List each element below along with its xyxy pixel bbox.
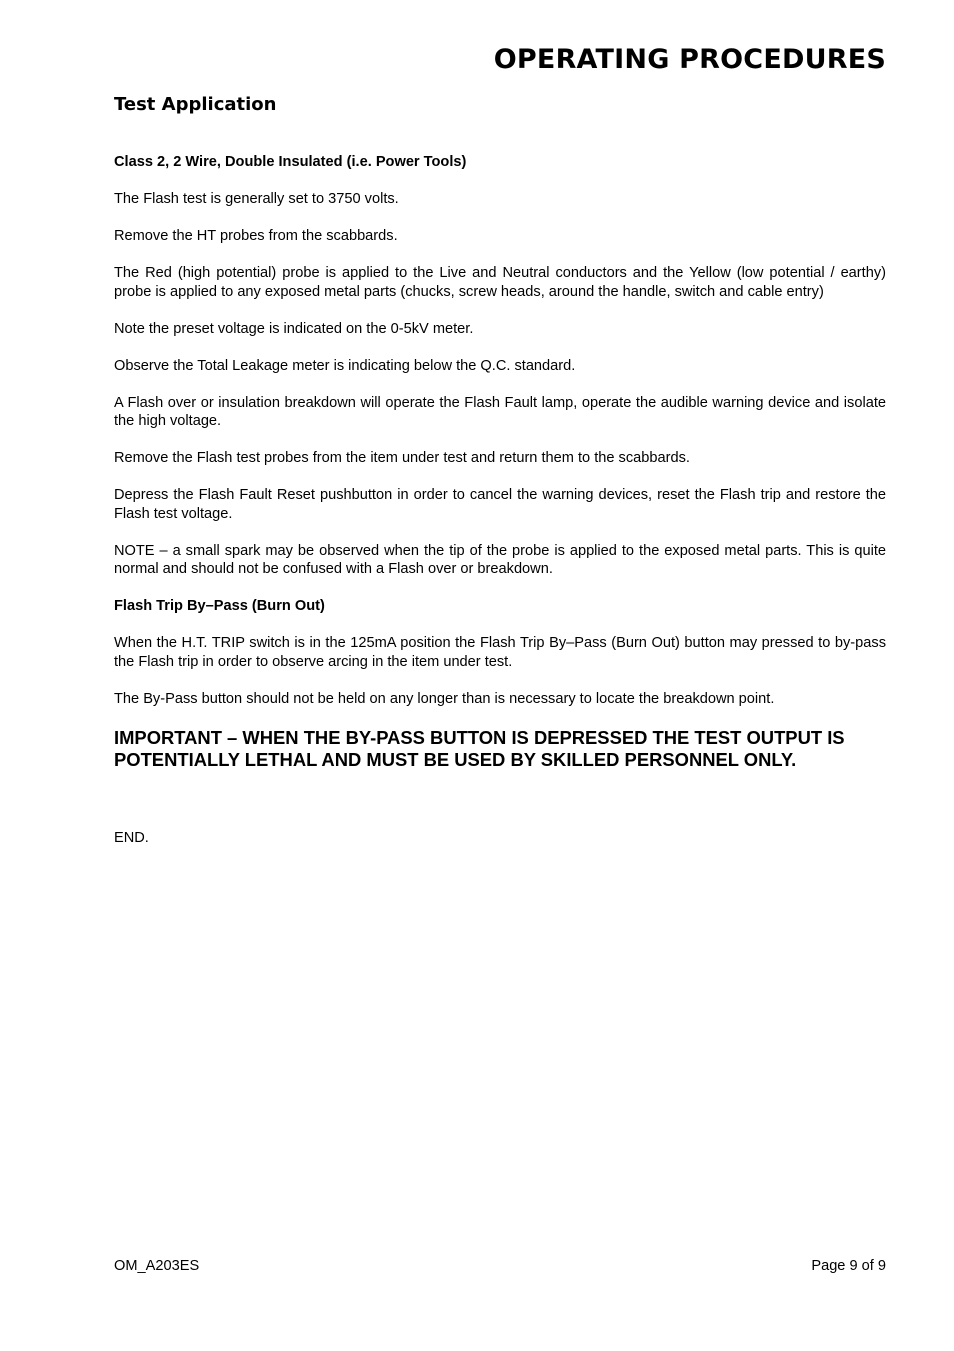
paragraph-bypass-hold: The By-Pass button should not be held on any longer than is necessary to locate the breakdown point. xyxy=(114,690,775,707)
section-title: Test Application xyxy=(114,94,277,115)
paragraph-bypass-button: When the H.T. TRIP switch is in the 125mA position the Flash Trip By–Pass (Burn Out) button may pressed to by-pass the Flash trip in order to observe arcing in the item under test. xyxy=(114,635,886,670)
paragraph-total-leakage: Observe the Total Leakage meter is indicating below the Q.C. standard. xyxy=(114,357,576,374)
page-title: OPERATING PROCEDURES xyxy=(493,44,886,75)
paragraph-remove-probes: Remove the HT probes from the scabbards. xyxy=(114,228,398,244)
document-body xyxy=(114,153,886,866)
paragraph-preset-voltage: Note the preset voltage is indicated on the 0-5kV meter. xyxy=(114,320,474,337)
class-heading: Class 2, 2 Wire, Double Insulated (i.e. Power Tools) xyxy=(114,154,467,170)
paragraph-flash-over: A Flash over or insulation breakdown will operate the Flash Fault lamp, operate the audible warning device and isolate the high voltage. xyxy=(114,394,886,429)
paragraph-probe-application: The Red (high potential) probe is applied to the Live and Neutral conductors and the Yellow (low potential / earthy) probe is applied to any exposed metal parts (chucks, screw heads, around the handle, switch and cable entry) xyxy=(114,265,886,300)
end-marker: END. xyxy=(114,829,149,846)
paragraph-return-probes: Remove the Flash test probes from the item under test and return them to the scabbards. xyxy=(114,450,690,466)
important-warning: IMPORTANT – WHEN THE BY-PASS BUTTON IS DEPRESSED THE TEST OUTPUT IS POTENTIALLY LETHAL AND MUST BE USED BY SKILLED PERSONNEL ONLY. xyxy=(114,726,845,770)
paragraph-fault-reset: Depress the Flash Fault Reset pushbutton in order to cancel the warning devices, reset the Flash trip and restore the Flash test voltage. xyxy=(114,487,886,522)
paragraph-spark-note: NOTE – a small spark may be observed when the tip of the probe is applied to the exposed metal parts. This is quite normal and should not be confused with a Flash over or breakdown. xyxy=(114,542,886,577)
paragraph-flash-test-voltage: The Flash test is generally set to 3750 volts. xyxy=(114,191,399,207)
footer-doc-id: OM_A203ES xyxy=(114,1258,200,1274)
bypass-heading: Flash Trip By–Pass (Burn Out) xyxy=(114,598,325,614)
footer-page-number: Page 9 of 9 xyxy=(811,1258,886,1274)
